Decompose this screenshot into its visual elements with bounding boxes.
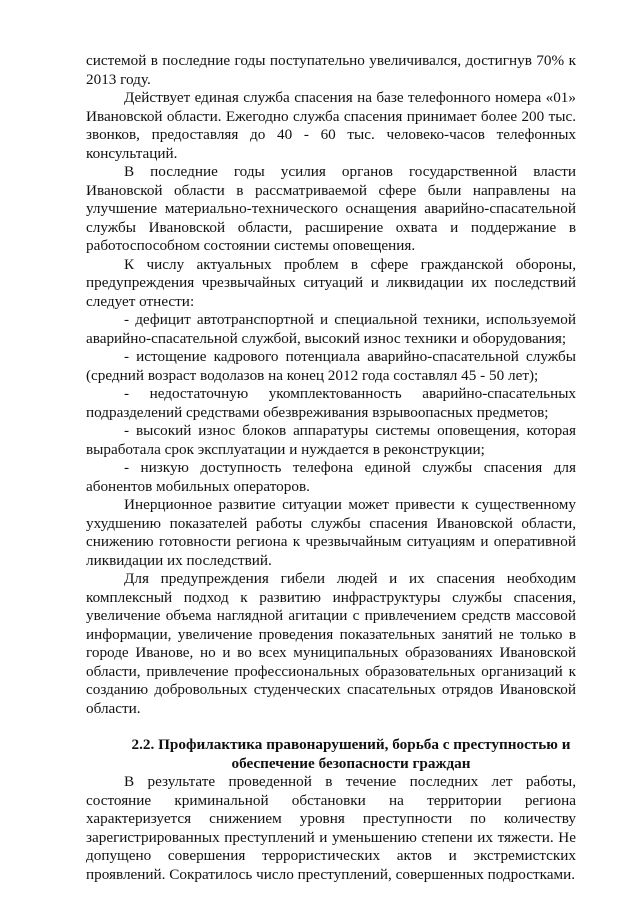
paragraph: - недостаточную укомплектованность аварийно-спасательных подразделений средствами обезвреживания взрывоопасных предметов; [86,385,576,421]
paragraph: Инерционное развитие ситуации может привести к существенному ухудшению показателей работы службы спасения Ивановской области, снижению готовности региона к чрезвычайным ситуациям и оперативной ликвидации их последствий. [86,496,576,569]
paragraph: - высокий износ блоков аппаратуры системы оповещения, которая выработала срок эксплуатации и нуждается в реконструкции; [86,422,576,458]
paragraph: - истощение кадрового потенциала аварийно-спасательной службы (средний возраст водолазов на конец 2012 года составлял 45 - 50 лет); [86,348,576,384]
paragraph: К числу актуальных проблем в сфере гражданской обороны, предупреждения чрезвычайных ситуаций и ликвидации их последствий следует отнести: [86,255,576,310]
paragraph: Действует единая служба спасения на базе телефонного номера «01» Ивановской области. Ежегодно служба спасения принимает более 200 тыс. звонков, предоставляя до 40 - 60 тыс. человеко-часов телефонных консультаций. [86,89,576,162]
section-spacer [86,718,576,736]
paragraph: В результате проведенной в течение последних лет работы, состояние криминальной обстановки на территории региона характеризуется снижением уровня преступности по количеству зарегистрированных преступлений и уменьшению степени их тяжести. Не допущено совершения террористических актов и экстремистских проявлений. Сократилось число преступлений, совершенных подростками. [86,773,576,883]
body-text-before [86,52,576,718]
paragraph: В последние годы усилия органов государственной власти Ивановской области в рассматриваемой сфере были направлены на улучшение материально-технического оснащения аварийно-спасательной службы Ивановской области, расширение охвата и поддержание в работоспособном состоянии системы оповещения. [86,163,576,254]
paragraph: системой в последние годы поступательно увеличивался, достигнув 70% к 2013 году. [86,52,576,88]
body-text-after [86,773,576,884]
section-heading: 2.2. Профилактика правонарушений, борьба с преступностью и обеспечение безопасности граждан [131,736,571,772]
paragraph: - дефицит автотранспортной и специальной техники, используемой аварийно-спасательной службой, высокий износ техники и оборудования; [86,311,576,347]
paragraph: - низкую доступность телефона единой службы спасения для абонентов мобильных операторов. [86,459,576,495]
paragraph: Для предупреждения гибели людей и их спасения необходим комплексный подход к развитию инфраструктуры службы спасения, увеличение объема наглядной агитации с привлечением средств массовой информации, увеличение проведения показательных занятий не только в городе Иванове, но и во всех муниципальных образованиях Ивановской области, привлечение профессиональных образовательных организаций к созданию добровольных студенческих спасательных отрядов Ивановской области. [86,570,576,717]
document-page [86,52,576,884]
